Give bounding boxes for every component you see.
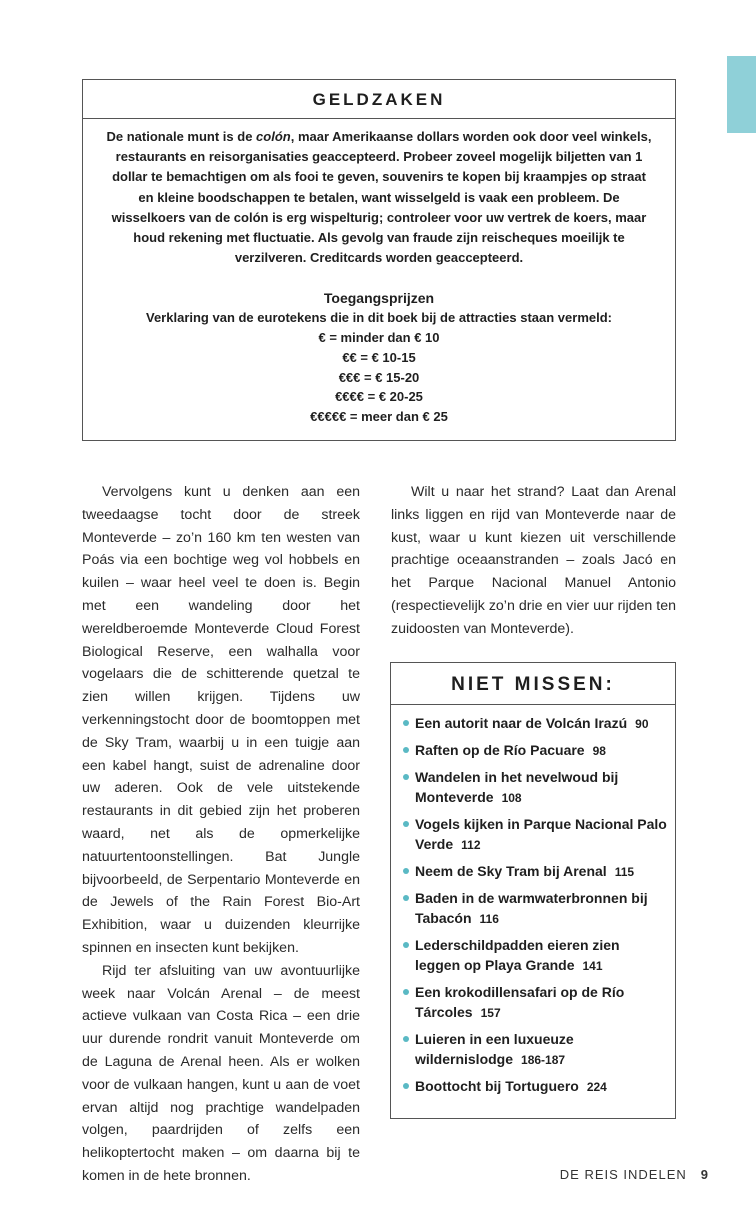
- list-item: Baden in de warmwaterbronnen bij Tabacón 116: [415, 888, 667, 929]
- list-item: Een autorit naar de Volcán Irazú 90: [415, 713, 667, 734]
- geldzaken-paragraph: De nationale munt is de colón, maar Amerikaanse dollars worden ook door veel winkels, restaurants en reisorganisaties geaccepteerd. Probeer zoveel mogelijk biljetten van 1 dollar te bemachtigen om als fooi te geven, souvenirs te kopen bij kraampjes op straat en kleine boodschappen te betalen, want wisselgeld is vaak een probleem. De wisselkoers van de colón is erg wispelturig; controleer voor uw vertrek de koers, maar houd rekening met fluctuatie. Als gevolg van fraude zijn reischeques moeilijk te verzilveren. Creditcards worden geaccepteerd.: [106, 129, 652, 266]
- price-row: €€€€ = € 20-25: [335, 389, 423, 405]
- page-reference: 141: [582, 959, 603, 973]
- price-row: €€€ = € 15-20: [338, 369, 420, 385]
- right-column: [391, 481, 676, 641]
- body-paragraph: Vervolgens kunt u denken aan een tweedaagse tocht door de streek Monteverde – zo’n 160 km ten westen van Poás via een bochtige weg vol hobbels en kuilen – waar heel veel te doen is. Begin met een wandeling door het wereldberoemde Monteverde Cloud Forest Biological Reserve, een walhalla voor vogelaars die de schitterende quetzal te zien willen krijgen. Tijdens uw verkenningstocht door de boomtoppen met de Sky Tram, waarbij u in een tuigje aan een kabel hangt, suist de adrenaline door uw aderen. Ook de vele uitstekende restaurants in dit gebied zijn het proberen waard, net als de opmerkelijke natuurtentoonstellingen. Bat Jungle bijvoorbeeld, de Serpentario Monteverde en de Jewels of the Rain Forest Bio-Art Exhibition, waar u duizenden kleurrijke spinnen en insecten kunt bekijken.: [82, 484, 360, 956]
- page-reference: 112: [461, 838, 481, 852]
- list-item: Luieren in een luxueuze wildernislodge 186-187: [415, 1029, 667, 1070]
- page-reference: 115: [614, 865, 635, 879]
- list-item: Een krokodillensafari op de Río Tárcoles 157: [415, 982, 667, 1023]
- niet-missen-box: [390, 662, 676, 1119]
- niet-missen-title: NIET MISSEN:: [391, 663, 675, 705]
- highlight-list: [391, 705, 675, 1097]
- page-reference: 90: [635, 717, 649, 731]
- geldzaken-title: GELDZAKEN: [83, 80, 675, 119]
- geldzaken-body: [83, 119, 675, 426]
- page-reference: 108: [501, 791, 522, 805]
- list-item: Neem de Sky Tram bij Arenal 115: [415, 861, 667, 882]
- price-row: €€ = € 10-15: [342, 350, 416, 366]
- footer-section-title: DE REIS INDELEN: [559, 1167, 687, 1182]
- toegangsprijzen-explanation: Verklaring van de eurotekens die in dit boek bij de attracties staan vermeld:: [146, 310, 612, 326]
- price-row: € = minder dan € 10: [318, 330, 440, 346]
- geldzaken-box: [82, 79, 676, 441]
- page-reference: 157: [480, 1006, 501, 1020]
- body-paragraph: Rijd ter afsluiting van uw avontuurlijke week naar Volcán Arenal – de meest actieve vulkaan van Costa Rica – een drie uur durende rondrit vanuit Monteverde om de Laguna de Arenal heen. Als er wolken voor de vulkaan hangen, kunt u aan de voet ervan altijd nog prachtige wandelpaden volgen, paardrijden of zelfs een helikoptertocht maken – om daarna bij te komen in de hete bronnen.: [82, 962, 360, 1184]
- page-footer: [560, 1167, 708, 1182]
- list-item: Vogels kijken in Parque Nacional Palo Verde 112: [415, 814, 667, 855]
- list-item: Wandelen in het nevelwoud bij Monteverde 108: [415, 767, 667, 808]
- list-item: Lederschildpadden eieren zien leggen op Playa Grande 141: [415, 935, 667, 976]
- page-reference: 98: [592, 744, 606, 758]
- page-reference: 224: [586, 1080, 607, 1094]
- price-list: [103, 328, 655, 426]
- page-reference: 186-187: [521, 1053, 566, 1067]
- section-tab-marker: [727, 56, 756, 133]
- toegangsprijzen-heading: Toegangsprijzen: [323, 290, 435, 307]
- list-item: Raften op de Río Pacuare 98: [415, 740, 667, 761]
- list-item: Boottocht bij Tortuguero 224: [415, 1076, 667, 1097]
- page-reference: 116: [479, 912, 499, 926]
- left-column: [82, 481, 360, 1188]
- page-number: 9: [700, 1167, 708, 1182]
- price-row: €€€€€ = meer dan € 25: [310, 408, 448, 424]
- body-paragraph: Wilt u naar het strand? Laat dan Arenal links liggen en rijd van Monteverde naar de kust, waar u kunt kiezen uit verschillende prachtige oceaanstranden – zoals Jacó en het Parque Nacional Manuel Antonio (respectievelijk zo’n drie en vier uur rijden ten zuidoosten van Monteverde).: [391, 484, 676, 637]
